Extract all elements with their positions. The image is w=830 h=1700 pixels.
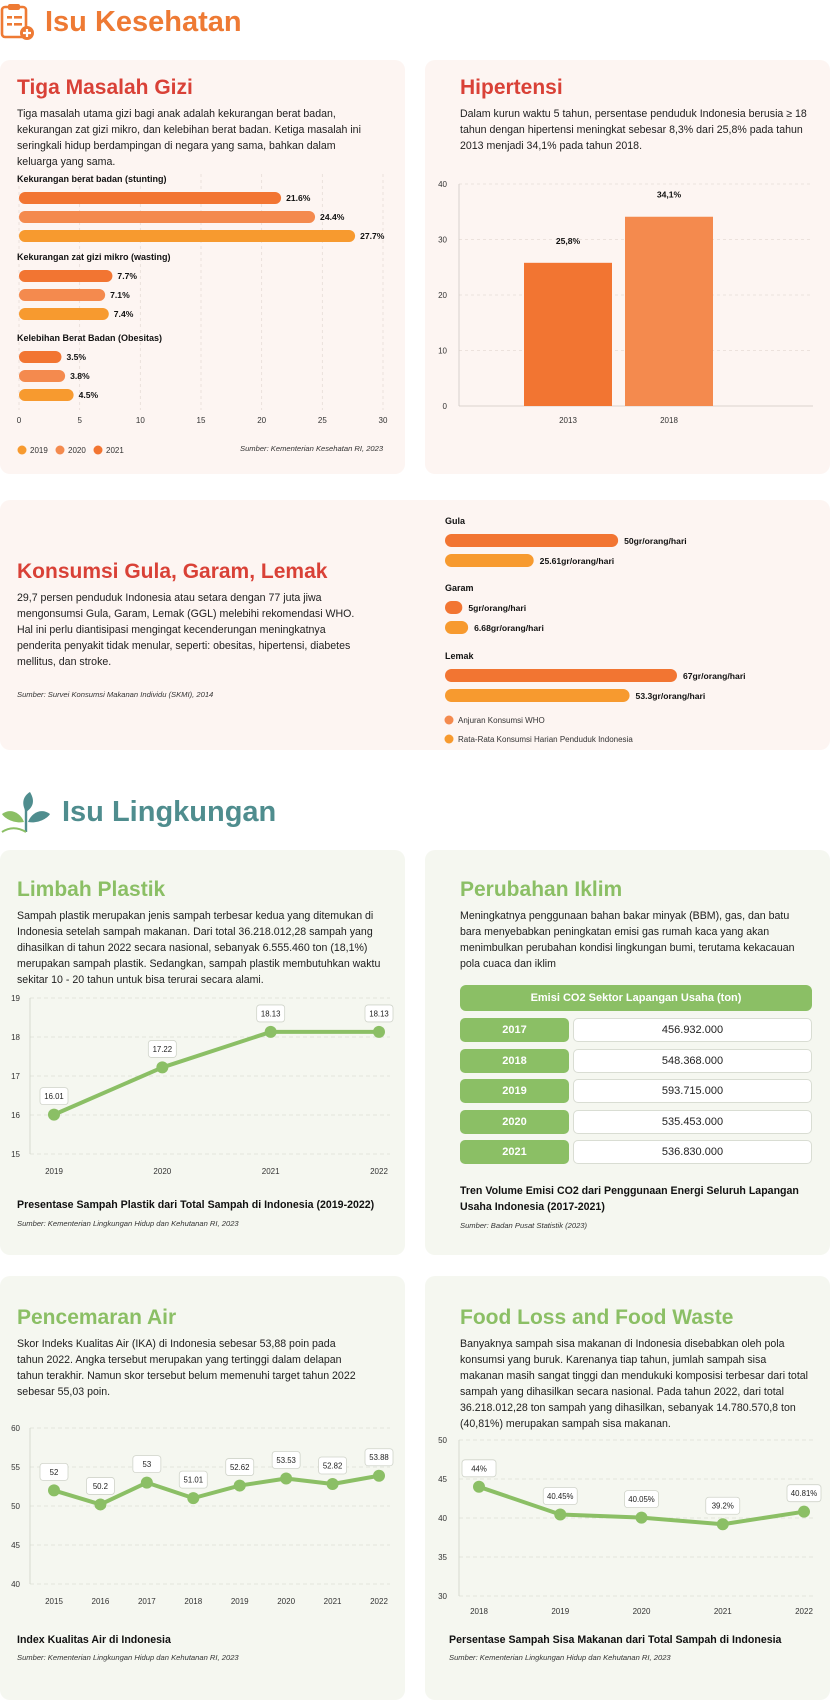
plastik-y-tick-label: 19 bbox=[11, 994, 20, 1003]
air-x-tick-label: 2021 bbox=[323, 1597, 342, 1606]
gizi-bar-label: 7.1% bbox=[110, 290, 130, 300]
hiper-y-tick-label: 40 bbox=[438, 180, 447, 189]
food-point bbox=[473, 1481, 485, 1493]
food-x-tick-label: 2019 bbox=[551, 1607, 570, 1616]
food-y-tick-label: 30 bbox=[438, 1592, 447, 1601]
food-x-tick-label: 2022 bbox=[795, 1607, 813, 1616]
plastik-x-tick-label: 2019 bbox=[45, 1167, 63, 1176]
hiper-y-tick-label: 20 bbox=[438, 291, 447, 300]
air-x-tick-label: 2020 bbox=[277, 1597, 296, 1606]
air-y-tick-label: 60 bbox=[11, 1424, 20, 1433]
gizi-bar-label: 27.7% bbox=[360, 231, 385, 241]
emission-table-header: Emisi CO2 Sektor Lapangan Usaha (ton) bbox=[460, 985, 812, 1011]
ggl-source: Sumber: Survei Konsumsi Makanan Individu (SKMI), 2014 bbox=[17, 690, 214, 699]
plastik-title: Limbah Plastik bbox=[17, 878, 166, 901]
ggl-title: Konsumsi Gula, Garam, Lemak bbox=[17, 560, 328, 583]
hiper-bar bbox=[625, 217, 713, 406]
hipertensi-text: Dalam kurun waktu 5 tahun, persentase penduduk Indonesia berusia ≥ 18 tahun dengan hipertensi meningkat sebesar 8,3% dari 25,8% pada tahun 2013 menjadi 34,1% pada tahun 2018. bbox=[460, 108, 807, 152]
ggl-legend-swatch bbox=[445, 735, 454, 744]
gizi-bar bbox=[19, 370, 65, 382]
gizi-bar bbox=[19, 308, 109, 320]
food-data-label: 40.05% bbox=[628, 1495, 655, 1505]
food-data-label: 44% bbox=[471, 1464, 487, 1474]
ggl-bar bbox=[445, 689, 630, 702]
gizi-legend-label: 2020 bbox=[68, 446, 86, 455]
health-section-header bbox=[0, 2, 242, 42]
gizi-bar-label: 3.5% bbox=[66, 352, 87, 362]
hiper-bar-label: 25,8% bbox=[555, 235, 581, 246]
plastik-data-label: 17.22 bbox=[152, 1044, 173, 1054]
env-section-title: Isu Lingkungan bbox=[62, 795, 277, 828]
plastik-y-tick-label: 17 bbox=[11, 1072, 20, 1081]
hiper-y-tick-label: 10 bbox=[438, 346, 447, 356]
air-x-tick-label: 2022 bbox=[370, 1597, 388, 1606]
air-data-label: 53.53 bbox=[276, 1455, 296, 1465]
gizi-legend-swatch bbox=[94, 446, 103, 455]
air-point bbox=[94, 1498, 106, 1510]
air-data-label: 52.62 bbox=[229, 1463, 250, 1473]
air-chart bbox=[0, 1420, 405, 1610]
air-y-tick-label: 55 bbox=[11, 1463, 20, 1472]
air-title: Pencemaran Air bbox=[17, 1306, 177, 1329]
food-x-tick-label: 2018 bbox=[470, 1607, 488, 1616]
hiper-x-tick-label: 2018 bbox=[660, 416, 678, 425]
air-text: Skor Indeks Kualitas Air (IKA) di Indonesia sebesar 53,88 poin pada tahun 2022. Angka tersebut merupakan yang tertinggi dalam delapan tahun terakhir. Namun skor tersebut belum memenuhi target tahun 2022 sebesar 55,03 poin. bbox=[17, 1338, 356, 1398]
emission-year-cell: 2020 bbox=[460, 1110, 569, 1134]
gizi-text: Tiga masalah utama gizi bagi anak adalah kekurangan berat badan, kekurangan zat gizi mikro, dan kelebihan berat badan. Ketiga masalah ini seringkali hidup berdampingan di negara yang sama, bahkan dalam keluarga yang sama. bbox=[17, 108, 361, 168]
plastik-point bbox=[48, 1109, 60, 1121]
gizi-bar-label: 21.6% bbox=[286, 193, 311, 203]
food-y-tick-label: 45 bbox=[438, 1475, 447, 1484]
air-y-tick-label: 40 bbox=[11, 1580, 20, 1589]
gizi-bar-label: 4.5% bbox=[78, 390, 99, 400]
plastik-point bbox=[156, 1061, 168, 1073]
gizi-bar bbox=[19, 192, 281, 204]
ggl-bar-label: 53.3gr/orang/hari bbox=[635, 691, 706, 701]
food-point bbox=[798, 1506, 810, 1518]
gizi-x-tick-label: 20 bbox=[257, 416, 267, 425]
plastik-x-tick-label: 2022 bbox=[370, 1167, 388, 1176]
ggl-bar bbox=[445, 601, 462, 614]
air-x-tick-label: 2017 bbox=[137, 1597, 156, 1606]
air-x-tick-label: 2015 bbox=[45, 1597, 63, 1606]
food-title: Food Loss and Food Waste bbox=[460, 1306, 734, 1329]
food-data-label: 39.2% bbox=[711, 1501, 734, 1511]
plastik-x-tick-label: 2021 bbox=[261, 1167, 280, 1176]
ggl-bar bbox=[445, 669, 677, 682]
emission-year-cell: 2019 bbox=[460, 1079, 569, 1103]
gizi-legend-label: 2019 bbox=[30, 446, 48, 455]
plastik-point bbox=[373, 1026, 385, 1038]
air-x-tick-label: 2019 bbox=[230, 1597, 249, 1606]
ggl-group-label: Gula bbox=[445, 516, 466, 526]
leaf-plant-icon bbox=[0, 790, 52, 834]
env-section-header bbox=[0, 790, 276, 834]
ggl-chart bbox=[425, 500, 830, 750]
air-data-label: 51.01 bbox=[183, 1475, 204, 1485]
hiper-bar bbox=[524, 263, 612, 406]
plastik-caption: Presentase Sampah Plastik dari Total Sampah di Indonesia (2019-2022) bbox=[17, 1199, 375, 1211]
air-point bbox=[327, 1478, 339, 1490]
air-y-tick-label: 50 bbox=[11, 1502, 20, 1511]
food-chart bbox=[425, 1432, 830, 1622]
food-data-label: 40.45% bbox=[547, 1491, 574, 1501]
hipertensi-title: Hipertensi bbox=[460, 76, 563, 99]
food-x-tick-label: 2021 bbox=[713, 1607, 732, 1616]
ggl-bar bbox=[445, 621, 468, 634]
plastik-point bbox=[265, 1026, 277, 1038]
air-x-tick-label: 2016 bbox=[91, 1597, 110, 1606]
gizi-x-tick-label: 0 bbox=[16, 416, 22, 425]
plastik-data-label: 18.13 bbox=[369, 1009, 389, 1019]
ggl-bar bbox=[445, 554, 534, 567]
iklim-title: Perubahan Iklim bbox=[460, 878, 623, 901]
ggl-bar-label: 25.61gr/orang/hari bbox=[539, 556, 615, 566]
iklim-caption: Tren Volume Emisi CO2 dari Penggunaan Energi Seluruh Lapangan Usaha Indonesia (2017-2021) bbox=[460, 1185, 799, 1213]
clipboard-health-icon bbox=[0, 2, 36, 42]
plastik-y-tick-label: 18 bbox=[11, 1033, 20, 1042]
air-data-label: 52.82 bbox=[322, 1461, 343, 1471]
food-x-tick-label: 2020 bbox=[632, 1607, 651, 1616]
food-point bbox=[717, 1518, 729, 1530]
gizi-bar-label: 7.4% bbox=[113, 309, 134, 319]
air-point bbox=[187, 1492, 199, 1504]
ggl-text: 29,7 persen penduduk Indonesia atau setara dengan 77 juta jiwa mengonsumsi Gula, Garam, Lemak (GGL) melebihi rekomendasi WHO. Hal ini perlu diantisipasi mengingat kecenderungan meningkatnya penderita penyakit tidak menular, seperti: obesitas, hipertensi, diabetes mellitus, dan stroke. bbox=[17, 592, 355, 668]
air-x-tick-label: 2018 bbox=[184, 1597, 203, 1606]
plastik-data-label: 16.01 bbox=[44, 1092, 64, 1102]
plastik-text: Sampah plastik merupakan jenis sampah terbesar kedua yang ditemukan di Indonesia setelah sampah makanan. Dari total 36.218.012,28 sampah yang dihasilkan di tahun 2022 secara nasional, sebanyak 6.555.460 ton (18,1%) merupakan sampah plastik. Sedangkan, sampah plastik membutuhkan waktu sekitar 10 - 20 tahun untuk bisa terurai secara alami. bbox=[17, 910, 381, 986]
food-caption: Persentase Sampah Sisa Makanan dari Total Sampah di Indonesia bbox=[449, 1634, 782, 1646]
gizi-bar bbox=[19, 289, 105, 301]
ggl-bar-label: 67gr/orang/hari bbox=[683, 671, 746, 681]
ggl-bar bbox=[445, 534, 618, 547]
food-y-tick-label: 40 bbox=[438, 1514, 447, 1523]
emission-value-cell: 536.830.000 bbox=[573, 1140, 812, 1164]
gizi-x-tick-label: 5 bbox=[77, 416, 82, 425]
iklim-text: Meningkatnya penggunaan bahan bakar minyak (BBM), gas, dan batu bara menyebabkan peningkatan emisi gas rumah kaca yang akan menimbulkan perubahan kondisi lingkungan bumi, terutama kekacauan pola cuaca dan iklim bbox=[460, 910, 795, 970]
plastik-y-tick-label: 15 bbox=[11, 1150, 20, 1159]
gizi-x-tick-label: 15 bbox=[196, 416, 206, 425]
food-y-tick-label: 35 bbox=[438, 1553, 447, 1562]
ggl-legend-label: Anjuran Konsumsi WHO bbox=[458, 716, 545, 725]
food-point bbox=[636, 1512, 648, 1524]
emission-value-cell: 548.368.000 bbox=[573, 1049, 812, 1073]
gizi-bar bbox=[19, 270, 112, 282]
gizi-x-tick-label: 30 bbox=[378, 416, 388, 425]
air-point bbox=[280, 1472, 292, 1484]
hiper-x-tick-label: 2013 bbox=[559, 416, 577, 425]
emission-value-cell: 456.932.000 bbox=[573, 1018, 812, 1042]
gizi-source: Sumber: Kementerian Kesehatan RI, 2023 bbox=[240, 444, 384, 453]
gizi-bar bbox=[19, 351, 61, 363]
ggl-legend-swatch bbox=[445, 716, 454, 725]
gizi-bar bbox=[19, 230, 355, 242]
air-source: Sumber: Kementerian Lingkungan Hidup dan Kehutanan RI, 2023 bbox=[17, 1653, 239, 1662]
ggl-legend-label: Rata-Rata Konsumsi Harian Penduduk Indonesia bbox=[458, 735, 633, 744]
gizi-legend-swatch bbox=[56, 446, 65, 455]
gizi-title: Tiga Masalah Gizi bbox=[17, 76, 193, 99]
ggl-bar-label: 6.68gr/orang/hari bbox=[474, 623, 544, 633]
gizi-x-tick-label: 25 bbox=[317, 416, 327, 425]
air-y-tick-label: 45 bbox=[11, 1541, 20, 1550]
gizi-group-label: Kelebihan Berat Badan (Obesitas) bbox=[17, 333, 163, 343]
emission-year-cell: 2017 bbox=[460, 1018, 569, 1042]
ggl-bar-label: 50gr/orang/hari bbox=[624, 536, 687, 546]
plastik-chart bbox=[0, 990, 405, 1180]
gizi-bar bbox=[19, 389, 74, 401]
gizi-chart bbox=[0, 170, 405, 470]
plastik-y-tick-label: 16 bbox=[11, 1111, 20, 1120]
health-section-title: Isu Kesehatan bbox=[45, 5, 242, 38]
air-point bbox=[234, 1480, 246, 1492]
gizi-bar-label: 7.7% bbox=[117, 271, 138, 281]
air-point bbox=[48, 1484, 60, 1496]
air-data-label: 53.88 bbox=[369, 1453, 389, 1463]
emission-year-cell: 2021 bbox=[460, 1140, 569, 1164]
ggl-group-label: Garam bbox=[445, 583, 474, 593]
plastik-data-label: 18.13 bbox=[260, 1009, 281, 1019]
gizi-legend-label: 2021 bbox=[106, 446, 124, 455]
emission-value-cell: 593.715.000 bbox=[573, 1079, 812, 1103]
gizi-x-tick-label: 10 bbox=[135, 416, 145, 425]
iklim-source: Sumber: Badan Pusat Statistik (2023) bbox=[460, 1221, 588, 1230]
gizi-bar-label: 24.4% bbox=[320, 212, 345, 222]
air-point bbox=[373, 1470, 385, 1482]
air-data-label: 53 bbox=[142, 1460, 152, 1470]
hipertensi-chart bbox=[425, 170, 830, 430]
plastik-source: Sumber: Kementerian Lingkungan Hidup dan Kehutanan RI, 2023 bbox=[17, 1219, 239, 1228]
air-data-label: 50.2 bbox=[92, 1481, 109, 1491]
food-data-label: 40.81% bbox=[790, 1489, 818, 1499]
hiper-y-tick-label: 30 bbox=[438, 235, 447, 245]
gizi-legend-swatch bbox=[18, 446, 27, 455]
gizi-group-label: Kekurangan berat badan (stunting) bbox=[17, 174, 167, 184]
air-point bbox=[141, 1477, 153, 1489]
gizi-group-label: Kekurangan zat gizi mikro (wasting) bbox=[17, 252, 171, 262]
plastik-line bbox=[54, 1032, 379, 1115]
gizi-bar bbox=[19, 211, 315, 223]
air-data-label: 52 bbox=[49, 1467, 59, 1477]
gizi-bar-label: 3.8% bbox=[70, 371, 90, 381]
hiper-y-tick-label: 0 bbox=[442, 402, 447, 411]
plastik-x-tick-label: 2020 bbox=[153, 1167, 172, 1176]
air-caption: Index Kualitas Air di Indonesia bbox=[17, 1634, 171, 1646]
food-point bbox=[554, 1508, 566, 1520]
food-source: Sumber: Kementerian Lingkungan Hidup dan Kehutanan RI, 2023 bbox=[449, 1653, 671, 1662]
emission-value-cell: 535.453.000 bbox=[573, 1110, 812, 1134]
food-y-tick-label: 50 bbox=[438, 1436, 447, 1445]
emission-year-cell: 2018 bbox=[460, 1049, 569, 1073]
hiper-bar-label: 34,1% bbox=[656, 189, 682, 200]
ggl-bar-label: 5gr/orang/hari bbox=[468, 603, 527, 613]
food-text: Banyaknya sampah sisa makanan di Indonesia disebabkan oleh pola konsumsi yang buruk. Karenanya tiap tahun, jumlah sampah sisa makanan masih sangat tinggi dan mendukuki komposisi terbesar dari total sampah yang dihasilkan secara nasional. Pada tahun 2022, dari total 36.218.012,28 ton sampah yang dihasilkan, sebanyak 14.780.570,8 ton (40,81%) merupakan sampah sisa makanan. bbox=[460, 1338, 809, 1430]
ggl-group-label: Lemak bbox=[445, 651, 474, 661]
